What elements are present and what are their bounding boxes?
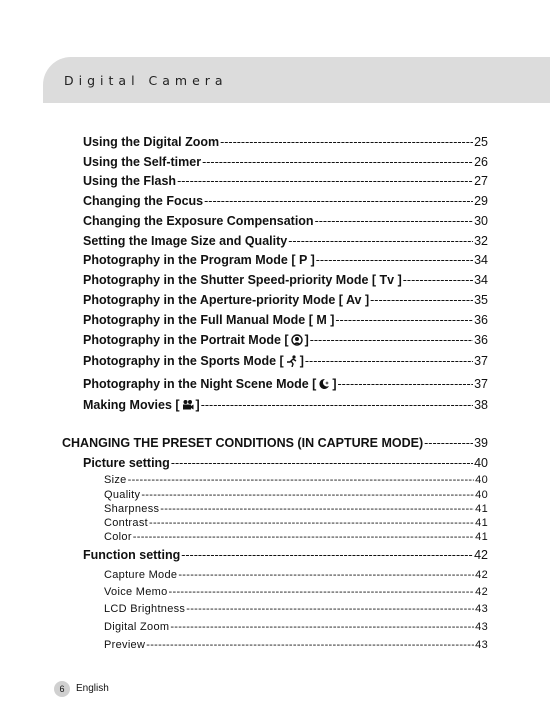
toc-entry-page: 36 xyxy=(474,333,488,347)
toc-entry-title: Making Movies [ ] xyxy=(83,398,200,412)
toc-entry-title: Voice Memo xyxy=(104,586,168,598)
toc-leader xyxy=(201,398,473,412)
footer-language: English xyxy=(76,683,109,694)
toc-leader xyxy=(305,354,473,368)
page-number-badge: 6 xyxy=(54,681,70,697)
toc-leader xyxy=(149,517,474,529)
toc-entry[interactable] xyxy=(83,194,488,208)
toc-entry-title: Setting the Image Size and Quality xyxy=(83,234,288,248)
toc-entry-title: Photography in the Full Manual Mode [ M ] xyxy=(83,313,335,327)
running-header-title: Digital Camera xyxy=(64,73,228,88)
toc-entry-title: Function setting xyxy=(83,548,181,562)
toc-entry-page: 42 xyxy=(475,586,488,598)
toc-entry[interactable] xyxy=(83,377,488,391)
toc-leader xyxy=(288,234,473,248)
toc-leader xyxy=(133,531,474,543)
night-scene-icon xyxy=(318,378,330,390)
toc-entry-page: 42 xyxy=(475,569,488,581)
toc-entry-page: 30 xyxy=(474,214,488,228)
toc-entry-title: Capture Mode xyxy=(104,569,178,581)
toc-entry-page: 41 xyxy=(475,517,488,529)
toc-entry[interactable] xyxy=(83,273,488,287)
toc-leader xyxy=(141,489,474,501)
toc-entry[interactable] xyxy=(83,354,488,368)
toc-leader xyxy=(370,293,473,307)
toc-entry[interactable] xyxy=(83,234,488,248)
toc-entry-page: 36 xyxy=(474,313,488,327)
toc-subentry[interactable] xyxy=(104,531,488,543)
toc-entry[interactable] xyxy=(83,135,488,149)
toc-entry-page: 37 xyxy=(474,354,488,368)
toc-entry-page: 41 xyxy=(475,531,488,543)
toc-subentry[interactable] xyxy=(104,569,488,581)
toc-entry-title: Using the Flash xyxy=(83,174,177,188)
toc-entry-page: 34 xyxy=(474,273,488,287)
toc-entry-title: Quality xyxy=(104,489,141,501)
toc-entry-title: Photography in the Portrait Mode [ ] xyxy=(83,333,309,347)
toc-entry[interactable] xyxy=(83,293,488,307)
toc-subentry[interactable] xyxy=(104,503,488,515)
toc-entry-page: 26 xyxy=(474,155,488,169)
toc-leader xyxy=(310,333,473,347)
toc-entry-title: Photography in the Program Mode [ P ] xyxy=(83,253,315,267)
toc-leader xyxy=(177,174,473,188)
toc-entry[interactable] xyxy=(83,548,488,562)
toc-subentry[interactable] xyxy=(104,489,488,501)
toc-entry-title: Photography in the Aperture-priority Mode [ Av ] xyxy=(83,293,370,307)
toc-entry[interactable] xyxy=(83,333,488,347)
toc-entry-title: Changing the Focus xyxy=(83,194,204,208)
toc-entry-page: 43 xyxy=(475,621,488,633)
toc-leader xyxy=(160,503,474,515)
toc-entry-title: Preview xyxy=(104,639,146,651)
toc-entry-title: Photography in the Night Scene Mode [ ] xyxy=(83,377,337,391)
toc-leader xyxy=(335,313,473,327)
sports-icon xyxy=(286,355,298,367)
toc-entry-title: Size xyxy=(104,474,127,486)
movie-camera-icon xyxy=(182,399,194,411)
toc-leader xyxy=(178,569,474,581)
toc-leader xyxy=(202,155,473,169)
toc-entry-page: 38 xyxy=(474,398,488,412)
toc-entry[interactable] xyxy=(83,253,488,267)
toc-entry-page: 40 xyxy=(475,489,488,501)
toc-entry-title: Digital Zoom xyxy=(104,621,170,633)
toc-leader xyxy=(315,214,474,228)
toc-entry-page: 42 xyxy=(474,548,488,562)
toc-entry[interactable] xyxy=(83,214,488,228)
toc-subentry[interactable] xyxy=(104,621,488,633)
toc-entry-title: Using the Digital Zoom xyxy=(83,135,220,149)
toc-leader xyxy=(170,621,474,633)
toc-entry[interactable] xyxy=(83,398,488,412)
toc-subentry[interactable] xyxy=(104,586,488,598)
portrait-icon xyxy=(291,334,303,346)
toc-leader xyxy=(316,253,473,267)
toc-leader xyxy=(169,586,475,598)
toc-leader xyxy=(220,135,473,149)
toc-entry-title: Sharpness xyxy=(104,503,160,515)
toc-leader xyxy=(128,474,475,486)
toc-leader xyxy=(186,603,474,615)
toc-entry-title: Using the Self-timer xyxy=(83,155,202,169)
page-footer xyxy=(54,681,134,697)
toc-entry-title: Picture setting xyxy=(83,456,170,470)
toc-entry-page: 40 xyxy=(474,456,488,470)
toc-entry-title: CHANGING THE PRESET CONDITIONS (IN CAPTURE MODE) xyxy=(62,436,424,450)
toc-leader xyxy=(424,436,473,450)
toc-leader xyxy=(181,548,473,562)
toc-chapter-entry[interactable] xyxy=(62,436,488,450)
toc-entry-title: Photography in the Shutter Speed-priority Mode [ Tv ] xyxy=(83,273,402,287)
toc-entry[interactable] xyxy=(83,155,488,169)
toc-subentry[interactable] xyxy=(104,603,488,615)
toc-leader xyxy=(403,273,473,287)
toc-entry-page: 40 xyxy=(475,474,488,486)
toc-entry-page: 34 xyxy=(474,253,488,267)
toc-entry-title: Color xyxy=(104,531,132,543)
toc-entry-page: 43 xyxy=(475,639,488,651)
toc-entry-page: 35 xyxy=(474,293,488,307)
toc-entry-title: Changing the Exposure Compensation xyxy=(83,214,314,228)
toc-leader xyxy=(338,377,474,391)
toc-leader xyxy=(171,456,473,470)
toc-entry-page: 25 xyxy=(474,135,488,149)
toc-entry-title: LCD Brightness xyxy=(104,603,186,615)
toc-subentry[interactable] xyxy=(104,517,488,529)
toc-entry-page: 32 xyxy=(474,234,488,248)
toc-entry-page: 43 xyxy=(475,603,488,615)
toc-entry-page: 29 xyxy=(474,194,488,208)
toc-entry[interactable] xyxy=(83,456,488,470)
toc-subentry[interactable] xyxy=(104,639,488,651)
toc-entry-title: Contrast xyxy=(104,517,148,529)
toc-entry-title: Photography in the Sports Mode [ ] xyxy=(83,354,304,368)
toc-entry-page: 41 xyxy=(475,503,488,515)
toc-subentry[interactable] xyxy=(104,474,488,486)
toc-entry-page: 37 xyxy=(474,377,488,391)
toc-leader xyxy=(146,639,474,651)
toc-leader xyxy=(204,194,473,208)
toc-entry[interactable] xyxy=(83,174,488,188)
toc-entry[interactable] xyxy=(83,313,488,327)
toc-entry-page: 39 xyxy=(474,436,488,450)
toc-entry-page: 27 xyxy=(474,174,488,188)
